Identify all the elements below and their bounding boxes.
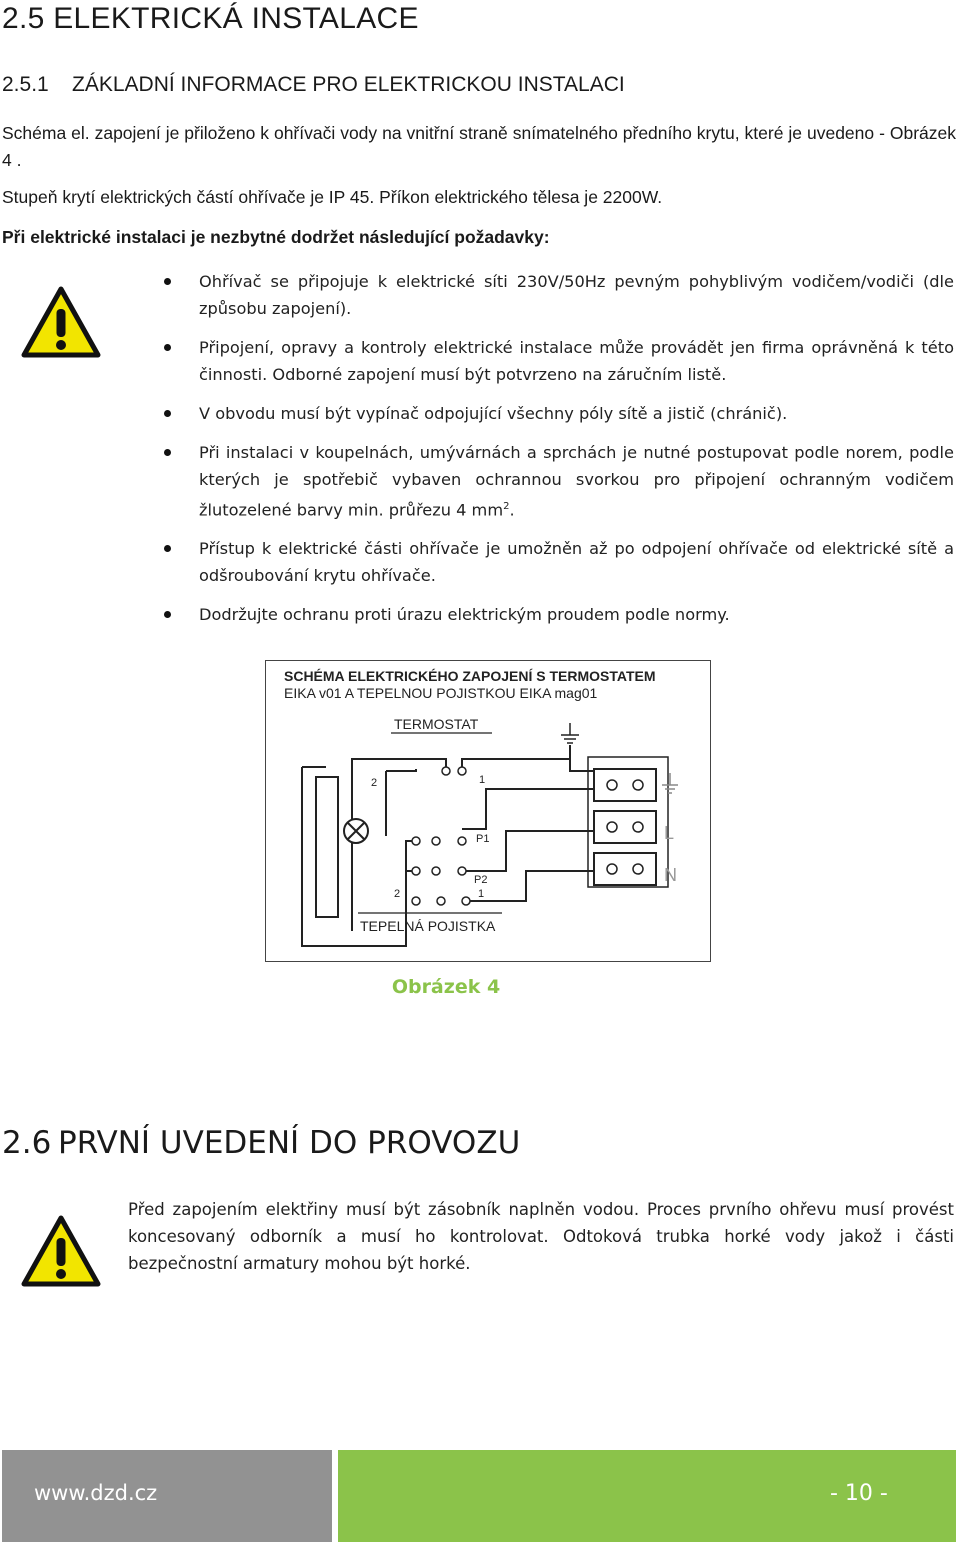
warning-icon — [20, 285, 102, 359]
ground-icon-right — [662, 773, 678, 793]
contact-label-1b: 1 — [478, 888, 485, 900]
subsection-number: 2.5.1 — [2, 73, 49, 96]
page-number: - 10 - — [830, 1481, 888, 1506]
list-item: V obvodu musí být vypínač odpojující všechny póly sítě a jistič (chránič). — [162, 400, 954, 427]
p1-label: P1 — [476, 833, 490, 845]
figure-caption: Obrázek 4 — [391, 976, 501, 998]
ground-icon — [561, 723, 579, 743]
l-label: L — [664, 823, 675, 843]
termostat-label: TERMOSTAT — [394, 716, 479, 732]
diagram-title-line2: EIKA v01 A TEPELNOU POJISTKOU EIKA mag01 — [284, 685, 598, 701]
list-item: Přístup k elektrické části ohřívače je umožněn až po odpojení ohřívače od elektrické sítě a odšroubování krytu ohřívače. — [162, 535, 954, 589]
intro-paragraph-2: Stupeň krytí elektrických částí ohřívače je IP 45. Příkon elektrického tělesa je 2200W. — [2, 187, 663, 207]
terminal-block-l — [594, 811, 656, 843]
terminal-block-n — [594, 853, 656, 885]
termostat-contacts — [412, 767, 470, 905]
terminal-block-pe — [594, 769, 656, 801]
list-item: Připojení, opravy a kontroly elektrické instalace může provádět jen firma oprávněná k této činnosti. Odborné zapojení musí být potvrzeno na záručním listě. — [162, 334, 954, 388]
bullet-icon — [164, 344, 171, 351]
contact-label-1a: 1 — [479, 774, 486, 786]
lamp-icon — [344, 819, 368, 843]
requirements-heading: Při elektrické instalaci je nezbytné dodržet následující požadavky: — [2, 227, 550, 247]
subsection-title: ZÁKLADNÍ INFORMACE PRO ELEKTRICKOU INSTALACI — [72, 73, 625, 96]
p2-label: P2 — [474, 874, 488, 886]
wiring-diagram — [265, 660, 711, 962]
section2-heading — [2, 1125, 520, 1161]
subsection-heading — [2, 73, 625, 97]
list-item: Při instalaci v koupelnách, umývárnách a sprchách je nutné postupovat podle norem, podle kterých je spotřebič vybaven ochrannou svorkou pro připojení ochranným vodičem žlutozelené barvy min. průřezu 4 $mm^2$. — [162, 439, 954, 523]
contact-label-2b: 2 — [394, 888, 401, 900]
section2-paragraph: Před zapojením elektřiny musí být zásobník naplněn vodou. Proces prvního ohřevu musí provést koncesovaný odborník a musí ho kontrolovat. Odtoková trubka horké vody jakož i části bezpečnostní armatury mohou být horké. — [128, 1200, 954, 1273]
section-title: 2.5 ELEKTRICKÁ INSTALACE — [2, 2, 419, 35]
footer-url-link[interactable]: www.dzd.cz — [34, 1481, 158, 1505]
contact-label-2a: 2 — [371, 777, 378, 789]
bullet-icon — [164, 545, 171, 552]
superscript: 2 — [503, 501, 510, 512]
pojistka-label: TEPELNÁ POJISTKA — [360, 918, 496, 934]
section2-number: 2.6 — [2, 1125, 52, 1161]
list-item: Ohřívač se připojuje k elektrické síti 230V/50Hz pevným pohyblivým vodičem/vodiči (dle způsobu zapojení). — [162, 268, 954, 322]
n-label: N — [664, 865, 677, 885]
section2-title: PRVNÍ UVEDENÍ DO PROVOZU — [58, 1125, 521, 1161]
diagram-title-line1: SCHÉMA ELEKTRICKÉHO ZAPOJENÍ S TERMOSTATEM — [284, 668, 656, 684]
requirements-list — [162, 268, 954, 640]
bullet-icon — [164, 611, 171, 618]
intro-paragraph-1: Schéma el. zapojení je přiloženo k ohřívači vody na vnitřní straně snímatelného předního krytu, které je uvedeno - Obrázek 4 . — [2, 123, 956, 170]
heating-element — [316, 777, 338, 917]
list-item: Dodržujte ochranu proti úrazu elektrickým proudem podle normy. — [162, 601, 954, 628]
bullet-icon — [164, 449, 171, 456]
warning-icon — [20, 1214, 102, 1288]
bullet-icon — [164, 278, 171, 285]
bullet-icon — [164, 410, 171, 417]
